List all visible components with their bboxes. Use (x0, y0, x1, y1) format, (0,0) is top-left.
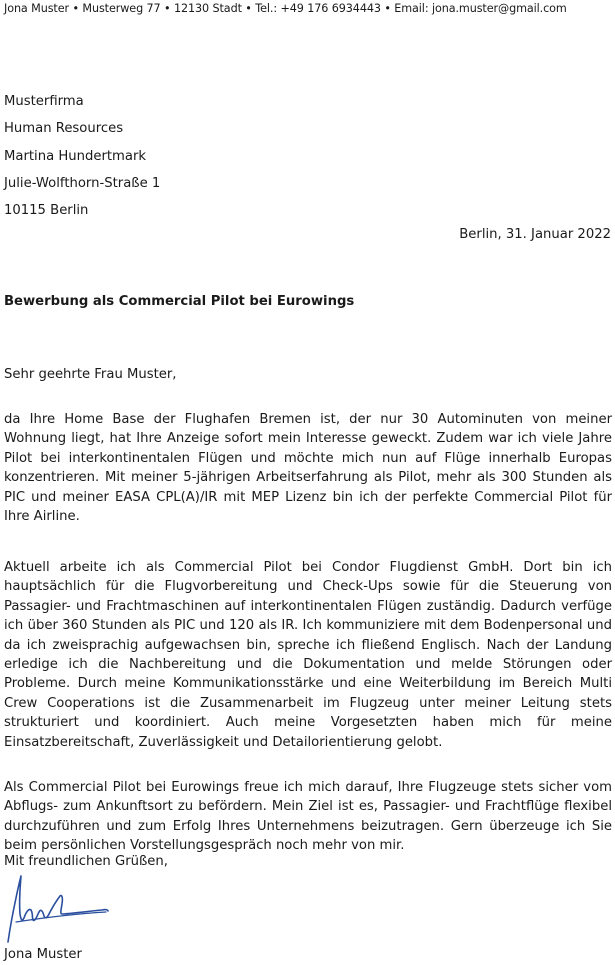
recipient-city: 10115 Berlin (4, 203, 89, 219)
signer-name: Jona Muster (4, 947, 82, 962)
body-paragraph-1: da Ihre Home Base der Flughafen Bremen ist, der nur 30 Autominuten von meiner Wohnung liegt, hat Ihre Anzeige sofort mein Interesse geweckt. Zudem war ich viele Jahre Pilot bei interkontinentalen Flügen und möchte mich nun auf Flüge innerhalb Europas konzentrieren. Mit meiner 5-jährigen Arbeitserfahrung als Pilot, mehr als 300 Stunden als PIC und meiner EASA CPL(A)/IR mit MEP Lizenz bin ich der perfekte Commercial Pilot für Ihre Airline. (4, 412, 612, 525)
letter-subject: Bewerbung als Commercial Pilot bei Eurowings (4, 294, 355, 309)
sender-line: Jona Muster • Musterweg 77 • 12130 Stadt • Tel.: +49 176 6934443 • Email: jona.muster@gmail.com (4, 2, 567, 15)
recipient-address (4, 88, 160, 224)
handwritten-signature (2, 870, 114, 946)
letter-date: Berlin, 31. Januar 2022 (459, 227, 611, 242)
salutation: Sehr geehrte Frau Muster, (4, 367, 177, 382)
recipient-department: Human Resources (4, 121, 124, 137)
signature-stroke (8, 876, 108, 942)
closing-phrase: Mit freundlichen Grüßen, (4, 854, 168, 869)
body-paragraph-2: Aktuell arbeite ich als Commercial Pilot bei Condor Flugdienst GmbH. Dort bin ich hauptsächlich für die Flugvorbereitung und Check-Ups sowie für die Steuerung von Passagier- und Frachtmaschinen auf interkontinentalen Flügen zuständig. Dadurch verfüge ich über 360 Stunden als PIC und 120 als IR. Ich kommuniziere mit dem Bodenpersonal und da ich zweisprachig aufgewachsen bin, spreche ich fließend Englisch. Nach der Landung erledige ich die Nachbereitung und die Dokumentation und melde Störungen oder Probleme. Durch meine Kommunikationsstärke und eine Weiterbildung im Bereich Multi Crew Cooperations ist die Zusammenarbeit im Flugzeug unter meiner Leitung stets strukturiert und koordiniert. Auch meine Vorgesetzten haben mich für meine Einsatzbereitschaft, Zuverlässigkeit und Detailorientierung gelobt. (4, 560, 612, 750)
recipient-company: Musterfirma (4, 94, 84, 109)
recipient-contact: Martina Hundertmark (4, 148, 147, 164)
recipient-street: Julie-Wolfthorn-Straße 1 (4, 175, 161, 191)
body-paragraph-3: Als Commercial Pilot bei Eurowings freue ich mich darauf, Ihre Flugzeuge stets sicher vom Abflugs- zum Ankunftsort zu befördern. Mein Ziel ist es, Passagier- und Frachtflüge flexibel durchzuführen und zum Erfolg Ihres Unternehmens beizutragen. Gern überzeuge ich Sie beim persönlichen Vorstellungsgespräch noch mehr von mir. (4, 780, 612, 854)
